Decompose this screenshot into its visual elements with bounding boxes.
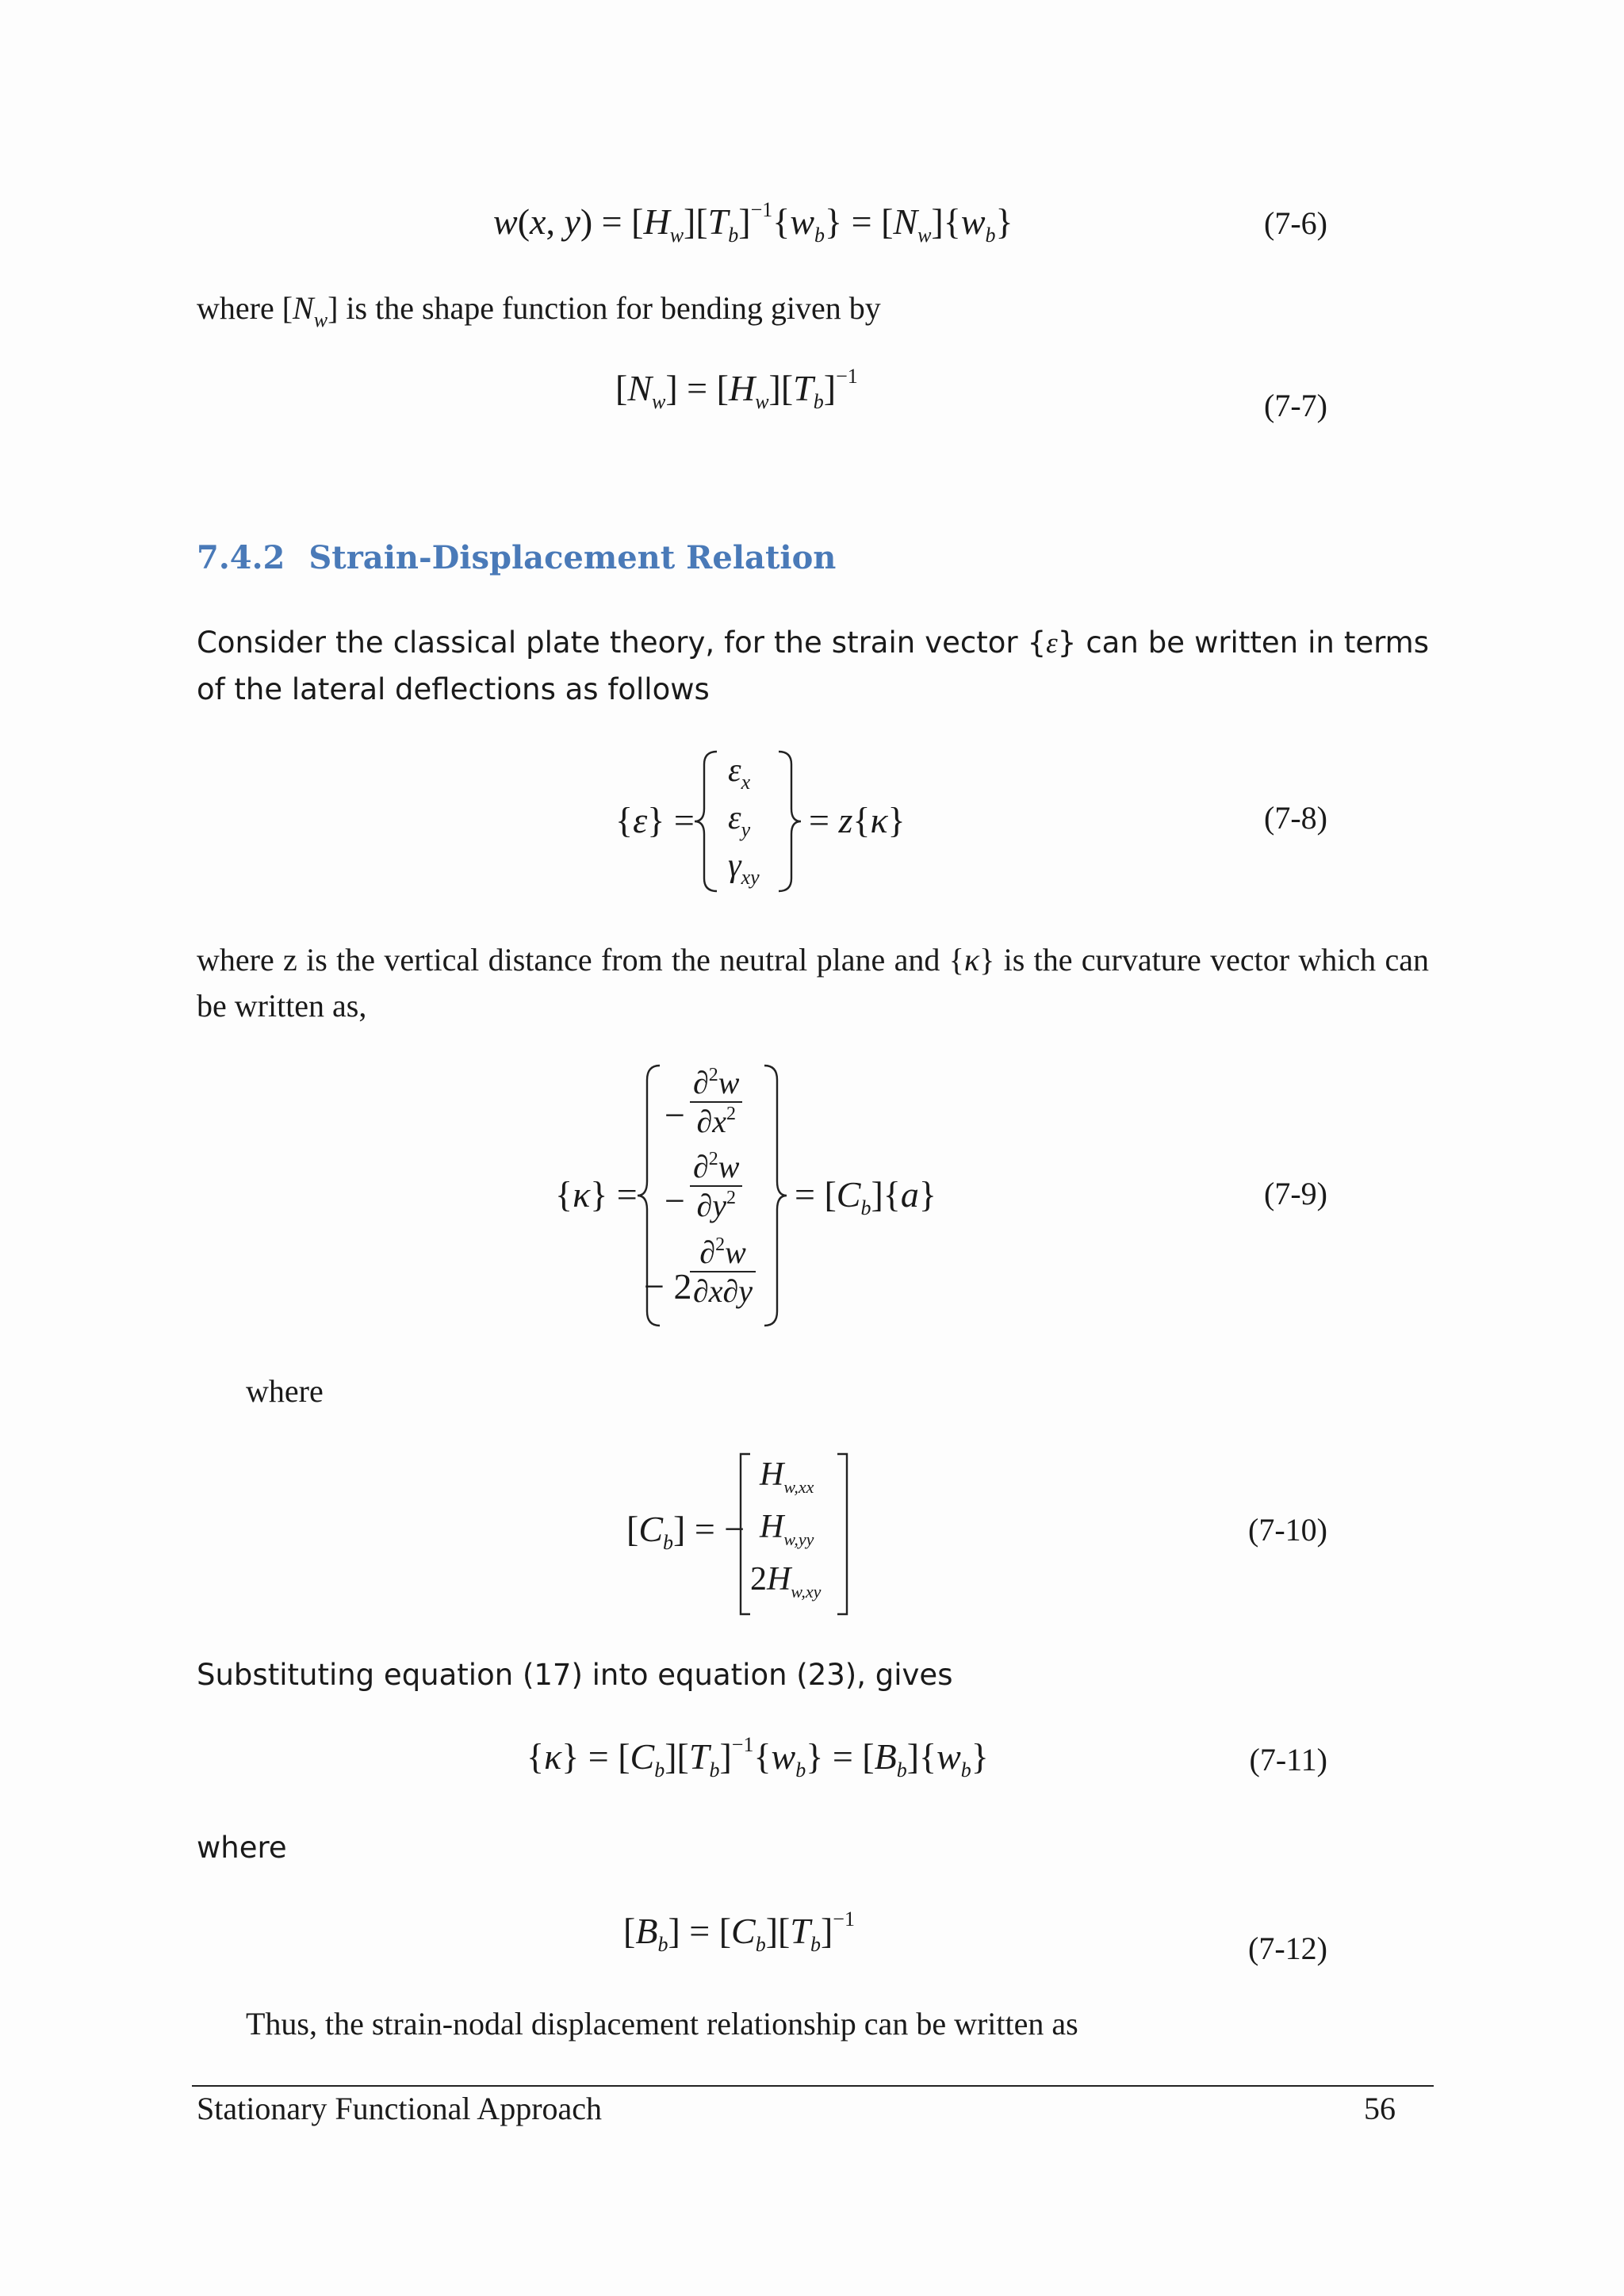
right-bracket: [834, 1452, 850, 1616]
paragraph-thus: Thus, the strain-nodal displacement relationship can be written as: [246, 2006, 1078, 2042]
where-label: where: [197, 1831, 287, 1865]
where-label: where: [246, 1373, 324, 1409]
page-number: 56: [1364, 2091, 1396, 2126]
equation-number: (7-11): [1249, 1742, 1327, 1777]
paragraph-substituting: Substituting equation (17) into equation (23), gives: [197, 1658, 953, 1692]
left-brace: [691, 748, 723, 894]
right-brace: [758, 1062, 790, 1329]
equation-7-6: w(x, $y) = [H_w][T_b]^{-1}\{w_b\} = [N_w]\{w_b\}$: [493, 198, 1013, 247]
paragraph-vertical-distance: where z is the vertical distance from the neutral plane and {κ} is the curvature vector which can be written as,: [197, 942, 1429, 1024]
footer-title: Stationary Functional Approach: [197, 2091, 603, 2126]
equation-7-11: $\{\kappa\} = [C_b][T_b]^{-1}\{w_b\} = [B_b]\{w_b\}$: [527, 1733, 989, 1781]
equation-number: (7-12): [1248, 1931, 1327, 1966]
footer-rule: [192, 2085, 1434, 2087]
section-heading: 7.4.2 Strain-Displacement Relation: [197, 539, 837, 576]
equation-7-9: {κ} = − $\frac{\partial^2w}{\partial x^2}$ − $\frac{\partial^2w}{\partial y^2}$ − 2 $\frac{\partial^2w}{\partial x\partial y}$ = $[C_b]\{a\}$: [555, 1062, 936, 1332]
right-brace: [772, 748, 804, 894]
paragraph-classical-plate: Consider the classical plate theory, for the strain vector {ε} can be written in terms of the lateral deflections as follows: [197, 626, 1429, 706]
equation-number: (7-8): [1264, 800, 1327, 836]
equation-number: (7-10): [1248, 1512, 1327, 1548]
equation-number: (7-9): [1264, 1176, 1327, 1211]
equation-7-8: {ε} = $\varepsilon_x$ $\varepsilon_y$ $\gamma_{xy}$ = z{κ}: [615, 745, 869, 896]
equation-7-12: $[B_b] = [C_b][T_b]^{-1}$: [623, 1908, 855, 1956]
equation-7-7: $[N_w] = [H_w][T_b]^{-1}$: [615, 365, 858, 413]
equation-number: (7-7): [1264, 388, 1327, 423]
paragraph-shape-function: where $[N_w]$ is the shape function for bending given by: [197, 290, 881, 331]
equation-number: (7-6): [1264, 205, 1327, 241]
equation-7-10: $[C_b]$ = − $H_{w,xx}$ $H_{w,yy}$ $2H_{w,xy}$: [626, 1451, 864, 1617]
